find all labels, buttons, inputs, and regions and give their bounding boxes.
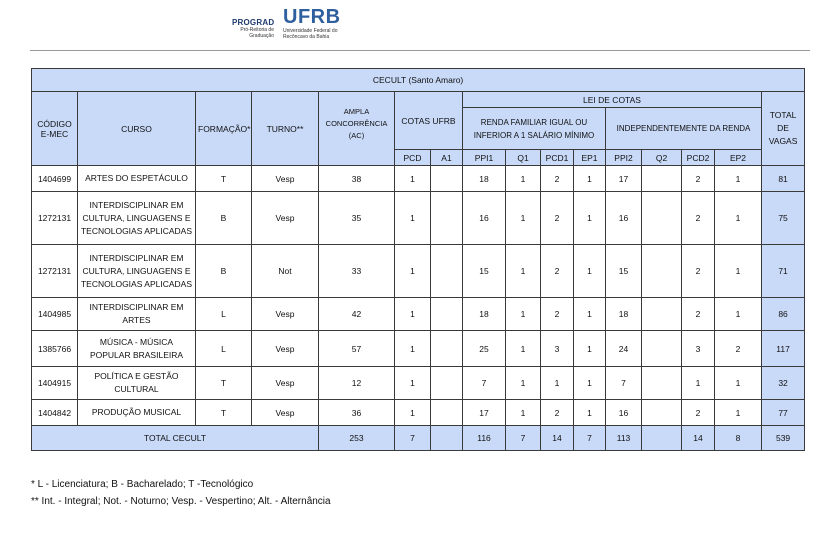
cell-ep1: 1	[574, 298, 606, 331]
table-row	[32, 298, 805, 331]
cell-turno: Vesp	[252, 331, 319, 367]
prograd-logo	[232, 18, 274, 39]
cell-ep2: 2	[715, 331, 762, 367]
cell-pcd1: 2	[541, 192, 574, 245]
cell-q1: 1	[506, 245, 541, 298]
cell-turno: Not	[252, 245, 319, 298]
cell-total: 117	[762, 331, 805, 367]
cell-ac: 36	[319, 400, 395, 426]
subheader-ppi2: PPI2	[606, 150, 642, 166]
prograd-sub1: Pró-Reitoria de	[240, 27, 274, 33]
table-row	[32, 367, 805, 400]
cell-pcd2: 1	[682, 367, 715, 400]
cell-ppi2: 17	[606, 166, 642, 192]
cell-ppi2: 7	[606, 367, 642, 400]
cell-ep2: 1	[715, 367, 762, 400]
table-row	[32, 166, 805, 192]
cell-ac: 57	[319, 331, 395, 367]
cell-ac: 38	[319, 166, 395, 192]
footer-total: 539	[762, 426, 805, 451]
cell-ppi2: 18	[606, 298, 642, 331]
cell-pcd1: 3	[541, 331, 574, 367]
cell-q1: 1	[506, 331, 541, 367]
cell-ac: 33	[319, 245, 395, 298]
cell-turno: Vesp	[252, 400, 319, 426]
cell-formacao: L	[196, 298, 252, 331]
prograd-sub2: Graduação	[249, 33, 274, 39]
cell-course: ARTES DO ESPETÁCULO	[78, 166, 196, 192]
subheader-pcd1: PCD1	[541, 150, 574, 166]
header-curso: CURSO	[78, 92, 196, 166]
cell-ep2: 1	[715, 245, 762, 298]
cell-a1	[431, 400, 463, 426]
cell-a1	[431, 245, 463, 298]
cell-ep1: 1	[574, 331, 606, 367]
cell-ep2: 1	[715, 166, 762, 192]
cell-pcd: 1	[395, 331, 431, 367]
cell-course: PRODUÇÃO MUSICAL	[78, 400, 196, 426]
header-lei-de-cotas: LEI DE COTAS	[463, 92, 762, 108]
table-row	[32, 400, 805, 426]
cell-ep2: 1	[715, 400, 762, 426]
cell-ppi2: 24	[606, 331, 642, 367]
cell-ac: 42	[319, 298, 395, 331]
cell-pcd: 1	[395, 367, 431, 400]
cell-code: 1404842	[32, 400, 78, 426]
prograd-label: PROGRAD	[232, 18, 275, 27]
footer-pcd2: 14	[682, 426, 715, 451]
footer-ppi2: 113	[606, 426, 642, 451]
cell-total: 32	[762, 367, 805, 400]
subheader-pcd: PCD	[395, 150, 431, 166]
cell-pcd: 1	[395, 192, 431, 245]
cell-q2	[642, 298, 682, 331]
footnotes	[31, 476, 331, 510]
header-total: TOTAL DE VAGAS	[762, 92, 805, 166]
cell-pcd1: 2	[541, 400, 574, 426]
cell-formacao: B	[196, 192, 252, 245]
cell-total: 75	[762, 192, 805, 245]
cell-ppi1: 15	[463, 245, 506, 298]
cell-q1: 1	[506, 192, 541, 245]
cell-ep1: 1	[574, 192, 606, 245]
table-title: CECULT (Santo Amaro)	[32, 69, 805, 92]
table-row	[32, 192, 805, 245]
header-ampla: AMPLA CONCORRÊNCIA (AC)	[319, 92, 395, 166]
cell-formacao: T	[196, 367, 252, 400]
cell-pcd2: 2	[682, 192, 715, 245]
cell-q2	[642, 331, 682, 367]
cell-turno: Vesp	[252, 166, 319, 192]
header-renda: RENDA FAMILIAR IGUAL OU INFERIOR A 1 SALÁRIO MÍNIMO	[463, 108, 606, 150]
cell-pcd1: 2	[541, 298, 574, 331]
subheader-q1: Q1	[506, 150, 541, 166]
footer-ep2: 8	[715, 426, 762, 451]
cell-pcd: 1	[395, 245, 431, 298]
cell-q1: 1	[506, 400, 541, 426]
cell-a1	[431, 367, 463, 400]
cell-q2	[642, 192, 682, 245]
cell-total: 71	[762, 245, 805, 298]
subheader-q2: Q2	[642, 150, 682, 166]
footer-a1	[431, 426, 463, 451]
header-cotas-ufrb: COTAS UFRB	[395, 92, 463, 150]
cell-course: INTERDISCIPLINAR EM CULTURA, LINGUAGENS E TECNOLOGIAS APLICADAS	[78, 245, 196, 298]
cell-q1: 1	[506, 298, 541, 331]
cell-turno: Vesp	[252, 192, 319, 245]
header-codigo: CÓDIGO E-MEC	[32, 92, 78, 166]
cell-pcd1: 2	[541, 166, 574, 192]
footer-ep1: 7	[574, 426, 606, 451]
subheader-ppi1: PPI1	[463, 150, 506, 166]
cell-code: 1404915	[32, 367, 78, 400]
cell-course: INTERDISCIPLINAR EM ARTES	[78, 298, 196, 331]
cell-q1: 1	[506, 367, 541, 400]
footer-ac: 253	[319, 426, 395, 451]
cell-ac: 35	[319, 192, 395, 245]
cell-a1	[431, 192, 463, 245]
cell-q2	[642, 245, 682, 298]
ufrb-sub1: Universidade Federal do	[283, 28, 338, 34]
footer-pcd1: 14	[541, 426, 574, 451]
subheader-a1: A1	[431, 150, 463, 166]
cell-pcd2: 2	[682, 298, 715, 331]
cell-formacao: B	[196, 245, 252, 298]
cell-pcd: 1	[395, 166, 431, 192]
cell-ppi2: 16	[606, 400, 642, 426]
cell-course: INTERDISCIPLINAR EM CULTURA, LINGUAGENS E TECNOLOGIAS APLICADAS	[78, 192, 196, 245]
cell-formacao: T	[196, 400, 252, 426]
cell-total: 77	[762, 400, 805, 426]
cell-q1: 1	[506, 166, 541, 192]
header-independente: INDEPENDENTEMENTE DA RENDA	[606, 108, 762, 150]
cell-total: 81	[762, 166, 805, 192]
cell-a1	[431, 298, 463, 331]
footer-pcd: 7	[395, 426, 431, 451]
cell-formacao: L	[196, 331, 252, 367]
cell-code: 1385766	[32, 331, 78, 367]
subheader-ep1: EP1	[574, 150, 606, 166]
footer-q2	[642, 426, 682, 451]
cell-ppi1: 25	[463, 331, 506, 367]
cell-code: 1404699	[32, 166, 78, 192]
cell-turno: Vesp	[252, 298, 319, 331]
cell-q2	[642, 166, 682, 192]
footnote-turno: ** Int. - Integral; Not. - Noturno; Vesp. - Vespertino; Alt. - Alternância	[31, 496, 331, 507]
cell-q2	[642, 367, 682, 400]
cell-ep1: 1	[574, 166, 606, 192]
cell-pcd2: 2	[682, 245, 715, 298]
cell-a1	[431, 166, 463, 192]
ufrb-logo-text: UFRB	[283, 6, 341, 28]
table-row	[32, 331, 805, 367]
cell-code: 1272131	[32, 192, 78, 245]
cell-ep1: 1	[574, 400, 606, 426]
cell-pcd2: 2	[682, 400, 715, 426]
cell-ppi1: 18	[463, 166, 506, 192]
cell-ppi1: 16	[463, 192, 506, 245]
cell-pcd1: 1	[541, 367, 574, 400]
cell-ppi2: 16	[606, 192, 642, 245]
cell-ac: 12	[319, 367, 395, 400]
header-turno: TURNO**	[252, 92, 319, 166]
cell-code: 1404985	[32, 298, 78, 331]
cell-a1	[431, 331, 463, 367]
subheader-pcd2: PCD2	[682, 150, 715, 166]
cell-ppi2: 15	[606, 245, 642, 298]
cell-pcd1: 2	[541, 245, 574, 298]
ufrb-logo	[283, 6, 341, 40]
cell-course: POLÍTICA E GESTÃO CULTURAL	[78, 367, 196, 400]
cell-pcd2: 3	[682, 331, 715, 367]
cell-ep1: 1	[574, 245, 606, 298]
cell-ep2: 1	[715, 192, 762, 245]
cell-ppi1: 7	[463, 367, 506, 400]
cell-ppi1: 17	[463, 400, 506, 426]
cell-code: 1272131	[32, 245, 78, 298]
header-formacao: FORMAÇÃO*	[196, 92, 252, 166]
cell-turno: Vesp	[252, 367, 319, 400]
cell-pcd: 1	[395, 400, 431, 426]
cell-ep1: 1	[574, 367, 606, 400]
table-row	[32, 245, 805, 298]
cell-ppi1: 18	[463, 298, 506, 331]
cell-course: MÚSICA - MÚSICA POPULAR BRASILEIRA	[78, 331, 196, 367]
cell-ep2: 1	[715, 298, 762, 331]
cell-q2	[642, 400, 682, 426]
header-divider	[30, 50, 810, 51]
subheader-ep2: EP2	[715, 150, 762, 166]
footer-label: TOTAL CECULT	[32, 426, 319, 451]
cell-pcd2: 2	[682, 166, 715, 192]
cell-total: 86	[762, 298, 805, 331]
cell-pcd: 1	[395, 298, 431, 331]
cell-formacao: T	[196, 166, 252, 192]
footer-ppi1: 116	[463, 426, 506, 451]
table-footer-row	[32, 426, 805, 451]
footer-q1: 7	[506, 426, 541, 451]
footnote-formacao: * L - Licenciatura; B - Bacharelado; T -Tecnológico	[31, 479, 254, 490]
vagas-table	[31, 68, 805, 451]
ufrb-sub2: Recôncavo da Bahia	[283, 34, 330, 40]
